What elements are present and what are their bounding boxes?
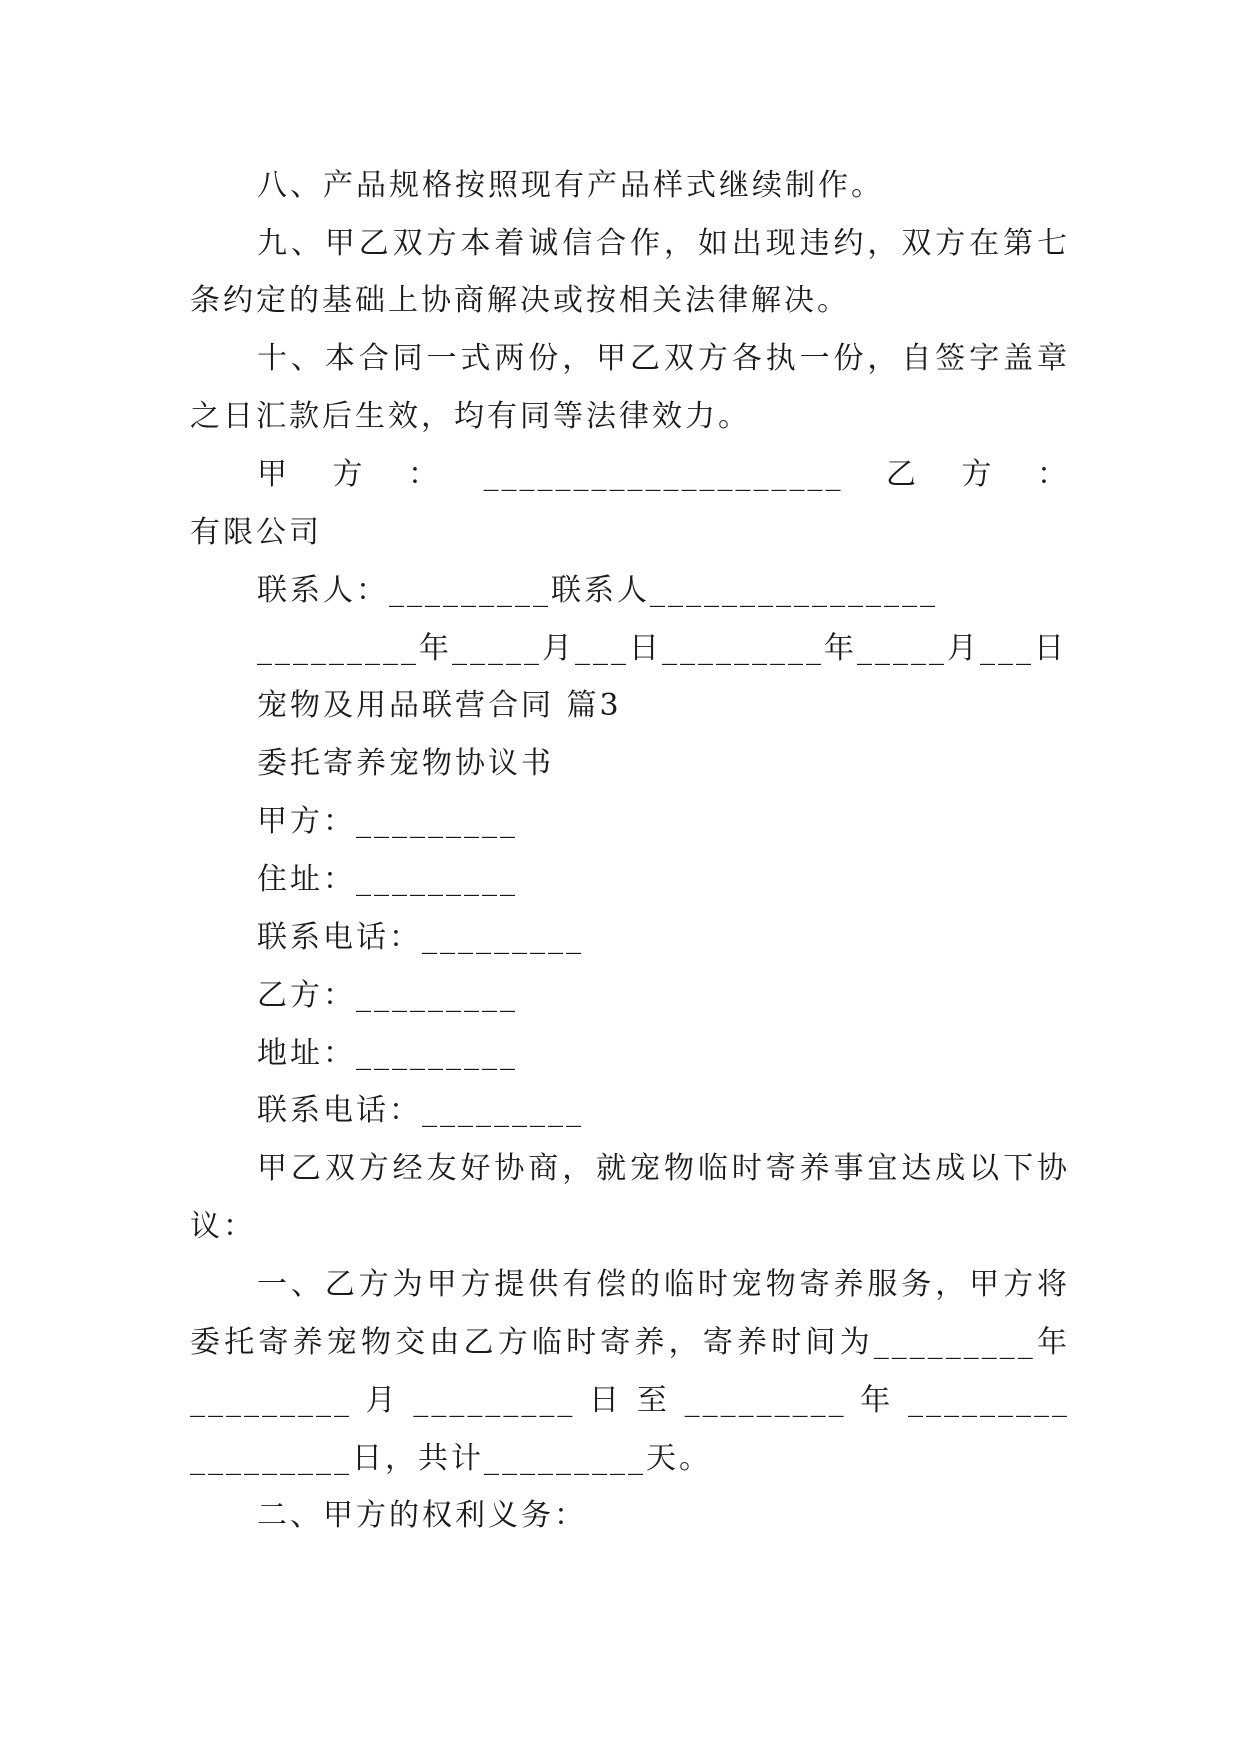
clause-2-heading: 二、甲方的权利义务： (257, 1498, 587, 1533)
party-b-phone-field: 联系电话：_________ (257, 1093, 584, 1128)
clause-9-line-1: 九、甲乙双方本着诚信合作，如出现违约，双方在第七 (257, 226, 1070, 261)
clause-1-line-2: 委托寄养宠物交由乙方临时寄养，寄养时间为_________年 (190, 1325, 1070, 1360)
preamble-line-2: 议： (190, 1209, 256, 1244)
clause-9-line-2: 条约定的基础上协商解决或按相关法律解决。 (190, 283, 850, 318)
clause-1-line-3: _________ 月 _________ 日 至 _________ 年 _________ (190, 1383, 1070, 1418)
party-a-field: 甲方：_________ (257, 804, 518, 839)
contact-person-line: 联系人：_________联系人________________ (257, 573, 938, 608)
company-suffix: 有限公司 (190, 515, 322, 550)
agreement-title: 委托寄养宠物协议书 (257, 746, 554, 781)
party-b-field: 乙方：_________ (257, 978, 518, 1013)
clause-8: 八、产品规格按照现有产品样式继续制作。 (257, 168, 884, 203)
signature-parties-line: 甲方：____________________乙方： (257, 457, 1070, 492)
clause-10-line-1: 十、本合同一式两份，甲乙双方各执一份，自签字盖章 (257, 341, 1070, 376)
section-heading: 宠物及用品联营合同 篇3 (257, 688, 622, 723)
preamble-line-1: 甲乙双方经友好协商，就宠物临时寄养事宜达成以下协 (257, 1151, 1070, 1186)
date-line: _________年_____月___日_________年_____月___日 (257, 631, 1067, 666)
party-a-phone-field: 联系电话：_________ (257, 920, 584, 955)
clause-1-line-1: 一、乙方为甲方提供有偿的临时宠物寄养服务，甲方将 (257, 1267, 1070, 1302)
party-b-address-field: 地址：_________ (257, 1036, 518, 1071)
clause-10-line-2: 之日汇款后生效，均有同等法律效力。 (190, 399, 751, 434)
clause-1-line-4: _________日，共计_________天。 (190, 1441, 712, 1476)
party-a-address-field: 住址：_________ (257, 862, 518, 897)
